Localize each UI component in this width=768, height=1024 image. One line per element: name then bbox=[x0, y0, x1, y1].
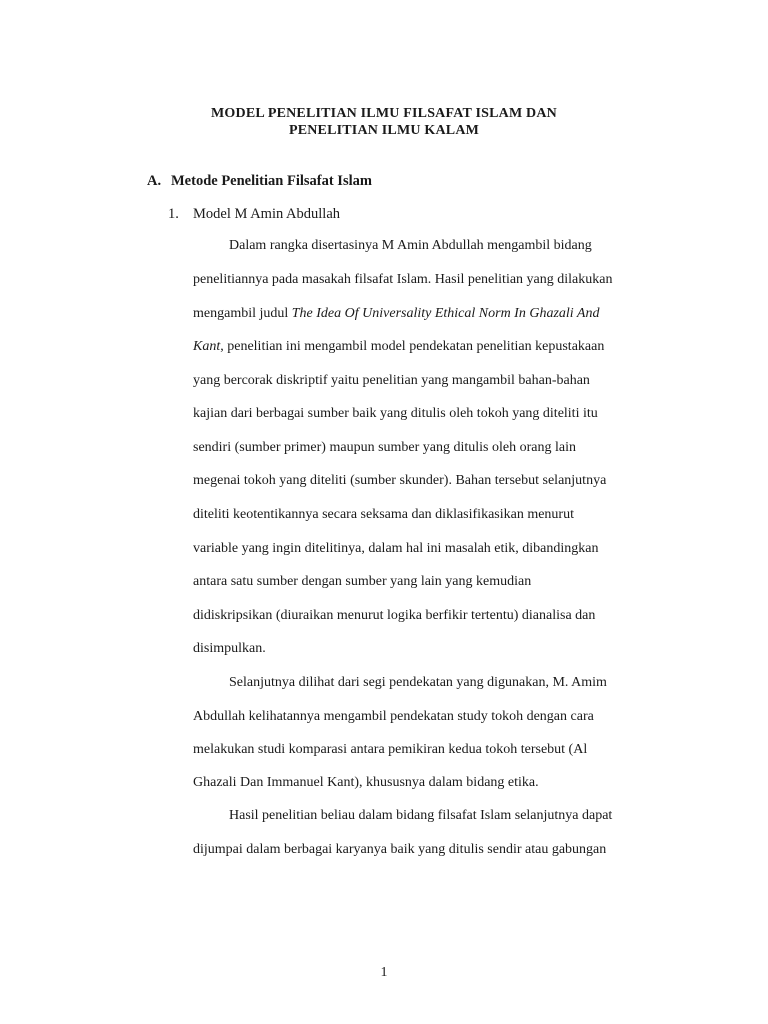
subsection-marker: 1. bbox=[168, 206, 179, 222]
page-number: 1 bbox=[380, 965, 388, 980]
paragraph-1-line-10: variable yang ingin ditelitinya, dalam hal ini masalah etik, dibandingkan bbox=[193, 541, 599, 556]
section-marker: A. bbox=[147, 173, 162, 189]
document-title-line-1: MODEL PENELITIAN ILMU FILSAFAT ISLAM DAN bbox=[211, 106, 557, 121]
paragraph-1-line-3-prefix: mengambil judul bbox=[193, 306, 292, 321]
section-heading bbox=[147, 172, 372, 190]
section-heading-text: Metode Penelitian Filsafat Islam bbox=[171, 173, 372, 189]
paragraph-1-line-7: sendiri (sumber primer) maupun sumber yang ditulis oleh orang lain bbox=[193, 440, 576, 455]
paragraph-1-line-9: diteliti keotentikannya secara seksama dan diklasifikasikan menurut bbox=[193, 507, 574, 522]
paragraph-2-line-3: melakukan studi komparasi antara pemikiran kedua tokoh tersebut (Al bbox=[193, 742, 588, 757]
paragraph-1-line-4-rest: , penelitian ini mengambil model pendekatan penelitian kepustakaan bbox=[220, 339, 605, 354]
paragraph-1-line-4 bbox=[193, 338, 604, 356]
paragraph-1-line-8: megenai tokoh yang diteliti (sumber skunder). Bahan tersebut selanjutnya bbox=[193, 473, 607, 488]
paragraph-1-line-11: antara satu sumber dengan sumber yang lain yang kemudian bbox=[193, 574, 532, 589]
book-title-italic-part-1: The Idea Of Universality Ethical Norm In Ghazali And bbox=[291, 306, 600, 321]
paragraph-2-line-4: Ghazali Dan Immanuel Kant), khususnya dalam bidang etika. bbox=[193, 775, 539, 790]
book-title-italic-part-2: Kant bbox=[193, 339, 221, 354]
paragraph-1-line-5: yang bercorak diskriptif yaitu penelitian yang mangambil bahan-bahan bbox=[193, 373, 590, 388]
paragraph-1-line-1: Dalam rangka disertasinya M Amin Abdullah mengambil bidang bbox=[229, 238, 592, 253]
subsection-heading bbox=[168, 205, 340, 223]
paragraph-1-line-2: penelitiannya pada masakah filsafat Islam. Hasil penelitian yang dilakukan bbox=[193, 272, 613, 287]
paragraph-3-line-1: Hasil penelitian beliau dalam bidang filsafat Islam selanjutnya dapat bbox=[229, 808, 613, 823]
paragraph-3-line-2: dijumpai dalam berbagai karyanya baik yang ditulis sendir atau gabungan bbox=[193, 842, 607, 857]
subsection-heading-text: Model M Amin Abdullah bbox=[193, 206, 341, 222]
paragraph-1-line-3 bbox=[193, 305, 599, 323]
document-title-line-2: PENELITIAN ILMU KALAM bbox=[288, 123, 480, 138]
paragraph-1-line-12: didiskripsikan (diuraikan menurut logika berfikir tertentu) dianalisa dan bbox=[193, 608, 596, 623]
paragraph-2-line-1: Selanjutnya dilihat dari segi pendekatan yang digunakan, M. Amim bbox=[229, 675, 607, 690]
paragraph-2-line-2: Abdullah kelihatannya mengambil pendekatan study tokoh dengan cara bbox=[193, 709, 594, 724]
paragraph-1-line-13: disimpulkan. bbox=[193, 641, 266, 656]
paragraph-1-line-6: kajian dari berbagai sumber baik yang ditulis oleh tokoh yang diteliti itu bbox=[193, 406, 598, 421]
